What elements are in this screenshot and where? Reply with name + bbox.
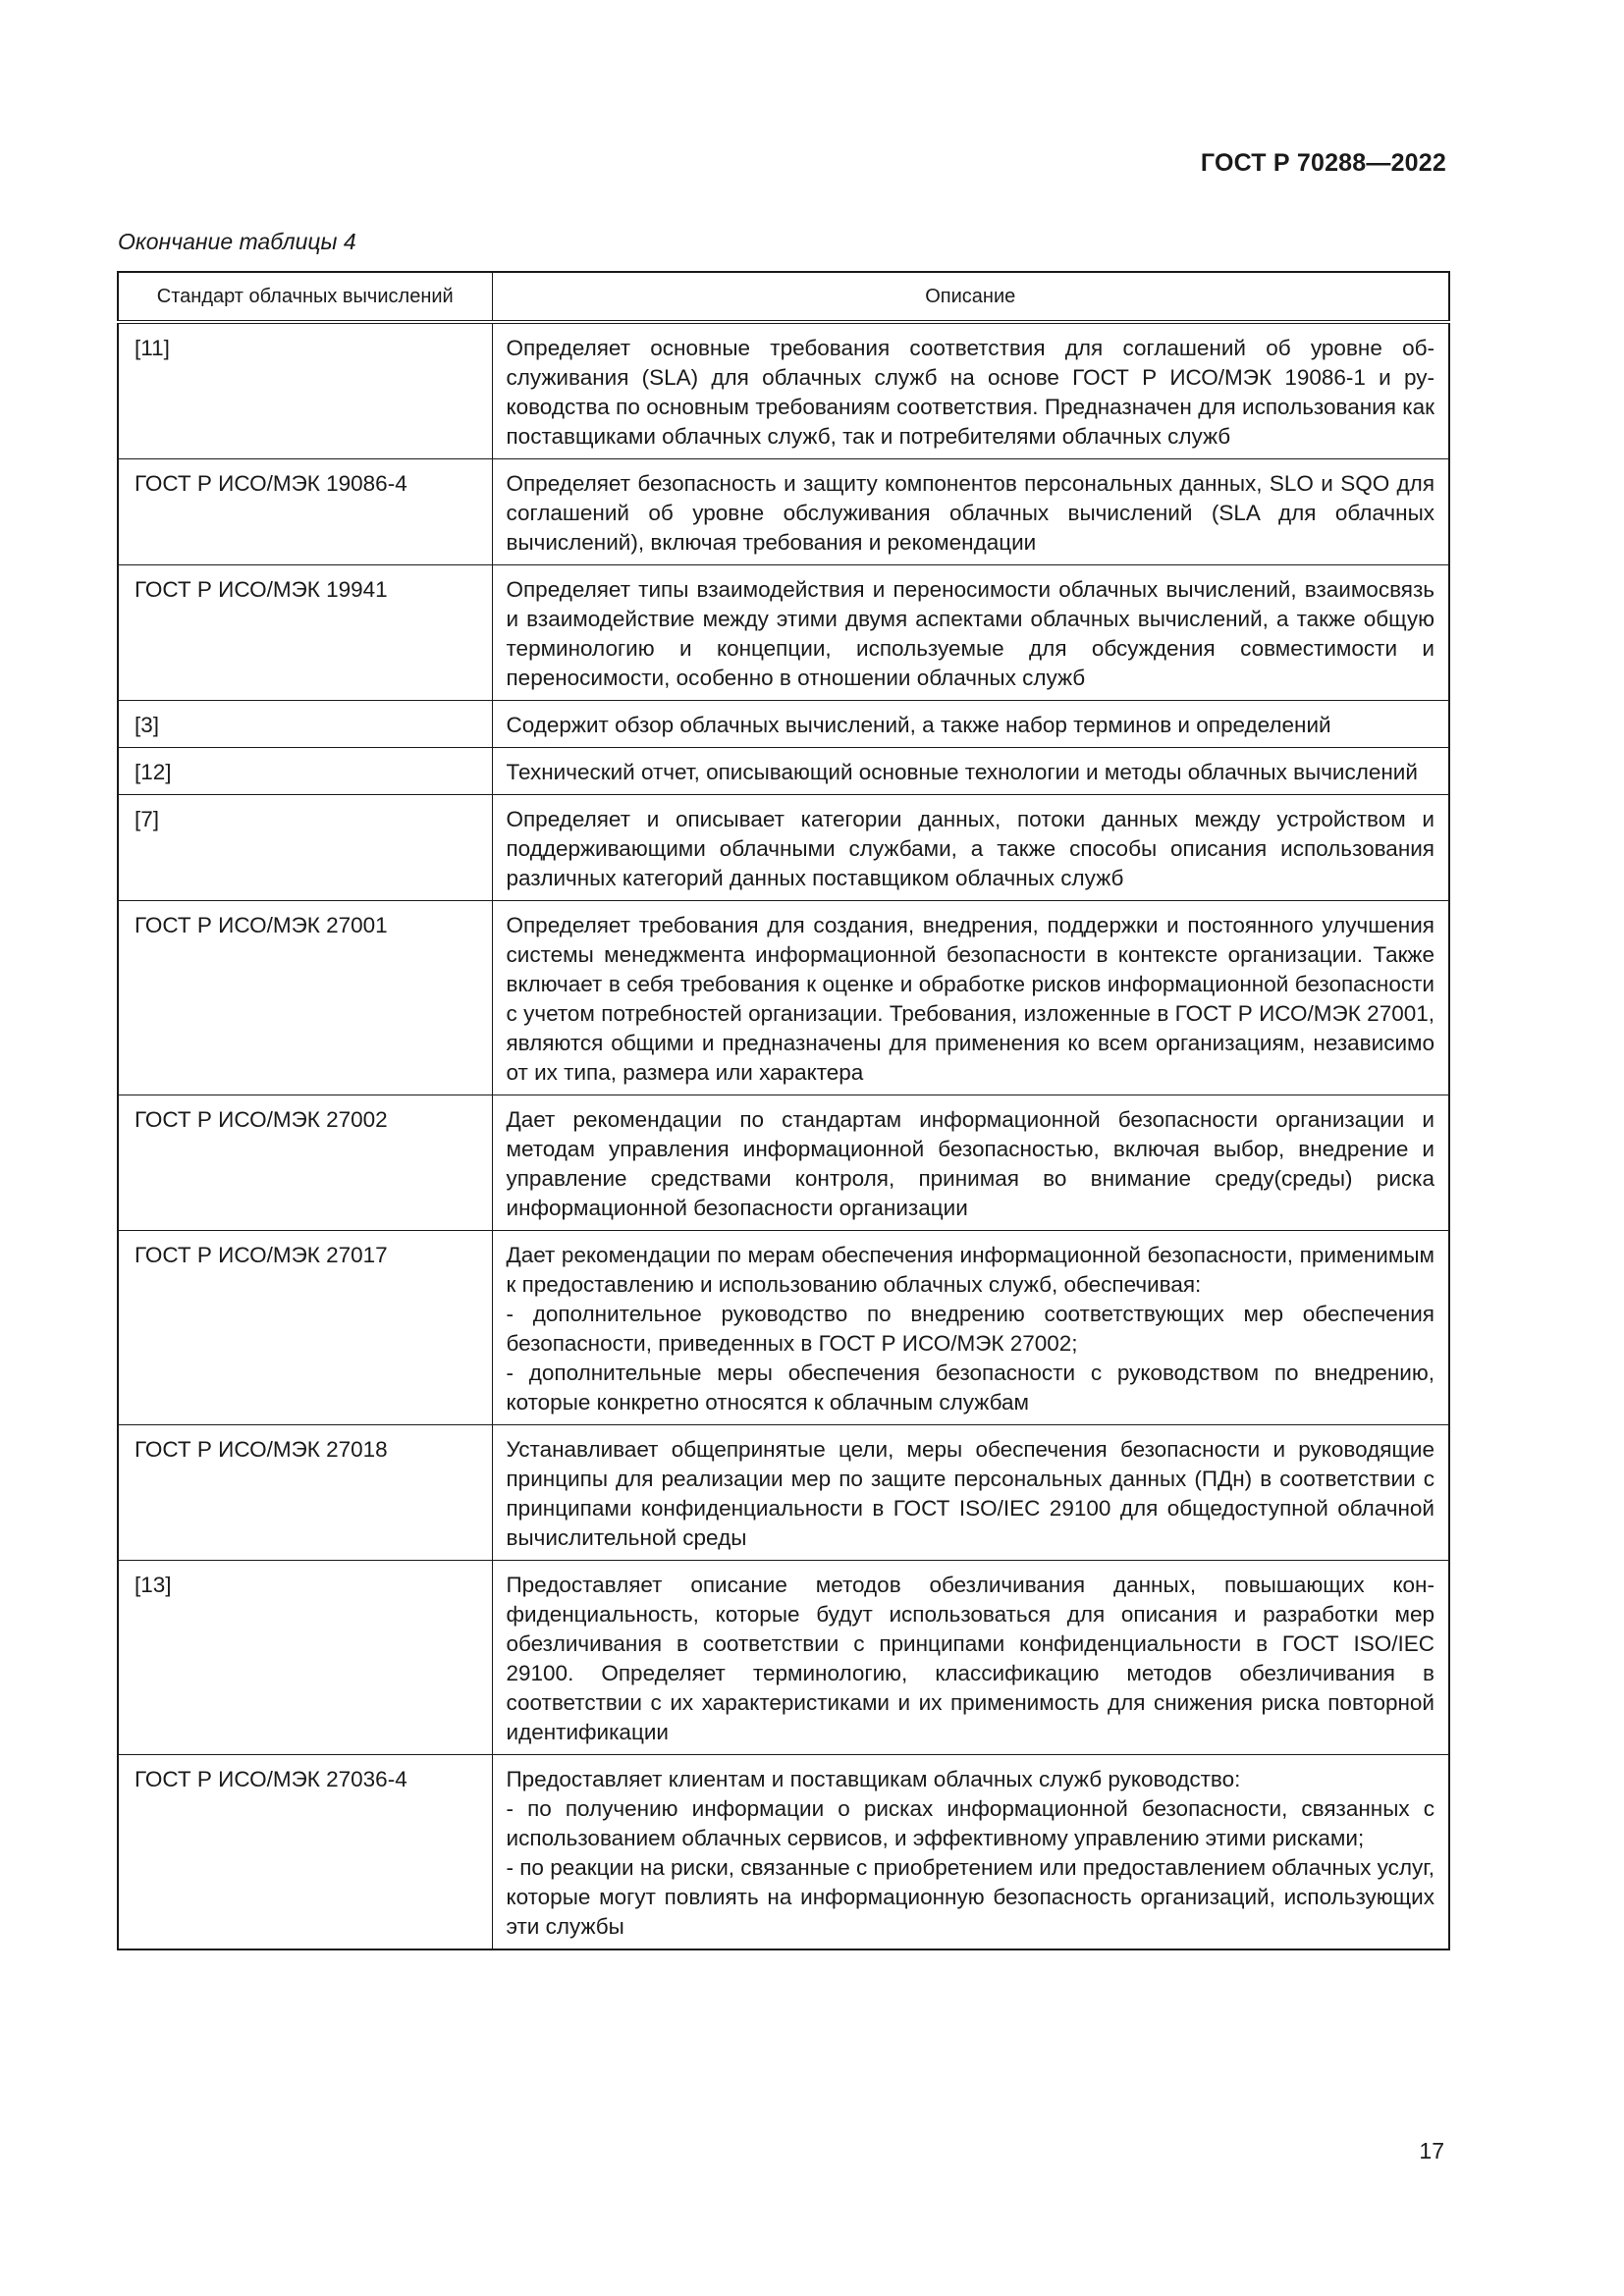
table-row	[118, 1095, 1449, 1231]
standard-code-cell: [11]	[118, 322, 492, 459]
table-row	[118, 1561, 1449, 1755]
standard-code-cell: [7]	[118, 795, 492, 901]
standard-description-cell: Определяет основные требования соответствия для соглашений об уровне обслуживания (SLA) для облачных служб на основе ГОСТ Р ИСО/МЭК 19086-1 и руководства по основным требованиям соответствия. Предназначен для использования как поставщиками облачных служб, так и потребителями облачных служб	[492, 322, 1449, 459]
table-header-row	[118, 272, 1449, 322]
table-body	[118, 322, 1449, 1949]
table-row	[118, 795, 1449, 901]
standard-description-cell: Определяет и описывает категории данных, потоки данных между устройством и поддерживающими облачными службами, а также способы описания использования различных категорий данных поставщиком облачных служб	[492, 795, 1449, 901]
standard-code-cell: [13]	[118, 1561, 492, 1755]
table-caption: Окончание таблицы 4	[118, 229, 356, 254]
table-header	[118, 272, 1449, 322]
standard-description-cell: Предоставляет клиентам и поставщикам облачных служб руководство: - по получению информации о рисках информационной безопасности, связанных с использованием облачных сервисов, и эффективному управлению этими рисками; - по реакции на риски, связанные с приобретением или предоставлением облачных услуг, которые могут повлиять на информационную безопасность организаций, использующих эти службы	[492, 1755, 1449, 1950]
standard-code-cell: ГОСТ Р ИСО/МЭК 27002	[118, 1095, 492, 1231]
standard-description-cell: Содержит обзор облачных вычислений, а также набор терминов и определений	[492, 701, 1449, 748]
standards-table	[117, 271, 1450, 1950]
standard-code-cell: [3]	[118, 701, 492, 748]
standard-description-cell: Устанавливает общепринятые цели, меры обеспечения безопасности и руководящие принципы для реализации мер по защите персональных данных (ПДн) в соответствии с принципами конфиденциальности в ГОСТ ISO/IEC 29100 для общедоступной облачной вычислительной среды	[492, 1425, 1449, 1561]
table-row	[118, 1231, 1449, 1425]
table-row	[118, 322, 1449, 459]
standard-code-cell: ГОСТ Р ИСО/МЭК 27018	[118, 1425, 492, 1561]
column-header-description: Описание	[492, 272, 1449, 322]
standard-description-cell: Определяет безопасность и защиту компонентов персональных данных, SLO и SQO для соглашений об уровне обслуживания облачных вычислений (SLA для облачных вычислений), включая требования и рекомендации	[492, 459, 1449, 565]
page-number: 17	[1419, 2138, 1444, 2163]
standard-description-cell: Определяет требования для создания, внедрения, поддержки и постоянного улучшения системы менеджмента информационной безопасности в контексте организации. Также включает в себя требования к оценке и обработке рисков информационной безопасности с учетом потребностей организации. Требования, изложенные в ГОСТ Р ИСО/МЭК 27001, являются общими и предназначены для применения ко всем организациям, независимо от их типа, размера или характера	[492, 901, 1449, 1095]
table-row	[118, 701, 1449, 748]
standard-description-cell: Предоставляет описание методов обезличивания данных, повышающих конфиденциальность, которые будут использоваться для описания и разработки мер обезличивания в соответствии с принципами конфиденциальности в ГОСТ ISO/IEC 29100. Определяет терминологию, классификацию методов обезличивания в соответствии с их характеристиками и их применимость для снижения риска повторной идентификации	[492, 1561, 1449, 1755]
standard-code-cell: [12]	[118, 748, 492, 795]
column-header-standard: Стандарт облачных вычислений	[118, 272, 492, 322]
standard-description-cell: Технический отчет, описывающий основные технологии и методы облачных вычислений	[492, 748, 1449, 795]
document-code: ГОСТ Р 70288—2022	[1200, 149, 1446, 177]
standard-code-cell: ГОСТ Р ИСО/МЭК 27001	[118, 901, 492, 1095]
standard-code-cell: ГОСТ Р ИСО/МЭК 27017	[118, 1231, 492, 1425]
table-row	[118, 901, 1449, 1095]
standard-code-cell: ГОСТ Р ИСО/МЭК 19086-4	[118, 459, 492, 565]
table-row	[118, 565, 1449, 701]
standard-code-cell: ГОСТ Р ИСО/МЭК 19941	[118, 565, 492, 701]
table-row	[118, 1755, 1449, 1950]
standard-description-cell: Дает рекомендации по мерам обеспечения информационной безопасности, применимым к предоставлению и использованию облачных служб, обеспечивая: - дополнительное руководство по внедрению соответствующих мер обеспечения безопасности, приведенных в ГОСТ Р ИСО/МЭК 27002; - дополнительные меры обеспечения безопасности с руководством по внедрению, которые конкретно относятся к облачным службам	[492, 1231, 1449, 1425]
standard-description-cell: Определяет типы взаимодействия и переносимости облачных вычислений, взаимосвязь и взаимодействие между этими двумя аспектами облачных вычислений, а также общую терминологию и концепции, используемые для обсуждения совместимости и переносимости, особенно в отношении облачных служб	[492, 565, 1449, 701]
table-row	[118, 748, 1449, 795]
standard-description-cell: Дает рекомендации по стандартам информационной безопасности организации и методам управления информационной безопасностью, включая выбор, внедрение и управление средствами контроля, принимая во внимание среду(среды) риска информационной безопасности организации	[492, 1095, 1449, 1231]
table-row	[118, 459, 1449, 565]
standard-code-cell: ГОСТ Р ИСО/МЭК 27036-4	[118, 1755, 492, 1950]
table-row	[118, 1425, 1449, 1561]
